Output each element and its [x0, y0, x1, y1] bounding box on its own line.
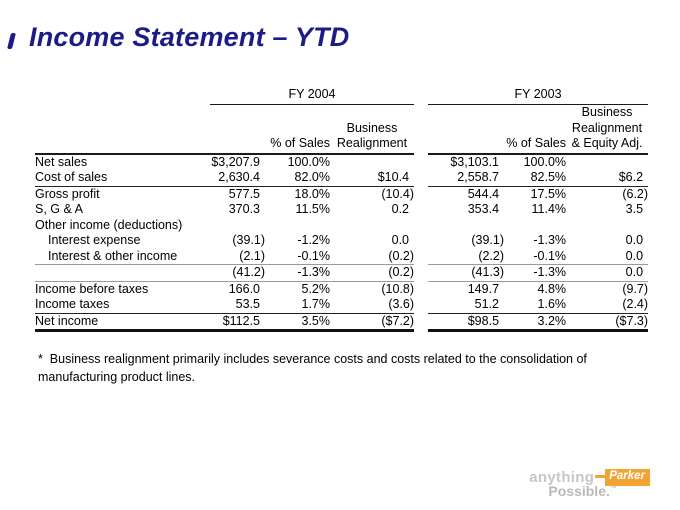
row-label: Other income (deductions): [35, 217, 183, 232]
cell-fy2004-value: 2,630.4: [210, 170, 265, 186]
header-line: Realignment: [336, 136, 408, 150]
cell-fy2003-value: 353.4: [467, 202, 500, 216]
cell-fy2004-pct: 5.2%: [301, 281, 330, 296]
logo-possible-text: Possible.™: [548, 482, 617, 499]
cell-fy2004-realign: (10.8): [381, 281, 415, 296]
table-row-other-income-total: [35, 265, 648, 282]
cell-fy2003-pct: [504, 218, 566, 234]
cell-fy2004-realign: (10.4): [381, 186, 415, 201]
empty-cell: [428, 105, 504, 154]
empty-cell: [35, 84, 210, 105]
table-row-sga: [35, 202, 648, 218]
cell-fy2003-realign: ($7.3): [566, 313, 648, 331]
header-line: Business: [581, 105, 633, 119]
cell-fy2003-pct: 3.2%: [504, 313, 566, 331]
cell-fy2003-value: [428, 218, 504, 234]
row-label: Net sales: [35, 154, 88, 169]
cell-fy2004-value: $3,207.9: [211, 154, 260, 169]
column-gap: [414, 297, 428, 313]
column-gap: [414, 218, 428, 234]
column-gap: [414, 84, 428, 105]
logo-parker-text: Parker: [609, 470, 645, 482]
table-row-interest-other-income: [35, 249, 648, 265]
group-header-row: [35, 84, 648, 105]
row-label: S, G & A: [35, 202, 83, 216]
cell-fy2004-value: 53.5: [210, 297, 265, 313]
cell-fy2003-pct: 4.8%: [537, 281, 567, 296]
cell-fy2003-realign: $6.2: [566, 170, 648, 186]
cell-fy2003-pct: -1.3%: [533, 233, 567, 247]
cell-fy2003-value: (41.3): [428, 265, 504, 282]
cell-fy2003-realign: 0.0: [566, 249, 648, 265]
header-line: Realignment: [571, 120, 643, 135]
table-row-net-sales: [35, 154, 648, 171]
row-label: Net income: [35, 313, 210, 331]
cell-fy2004-value: (2.1): [210, 249, 265, 265]
header-pct-of-sales-fy2004: % of Sales: [265, 105, 330, 154]
row-label: Income taxes: [35, 297, 210, 313]
table-row-net-income: [35, 313, 648, 331]
cell-fy2003-value: 2,558.7: [428, 170, 504, 186]
logo-anything-text: anything: [529, 468, 595, 486]
cell-fy2003-value: (39.1): [471, 233, 505, 247]
cell-fy2004-value: 370.3: [228, 202, 260, 216]
income-statement-table: [35, 84, 648, 332]
cell-fy2003-realign: [566, 218, 648, 234]
cell-fy2004-value: [210, 218, 265, 234]
column-gap: [414, 154, 428, 171]
stray-mark: [7, 33, 16, 49]
header-business-realignment-fy2003: [566, 105, 648, 154]
table-row-income-taxes: [35, 297, 648, 313]
cell-fy2004-value: $112.5: [210, 313, 265, 331]
cell-fy2003-realign: (9.7): [622, 281, 649, 296]
table-row-income-before-taxes: [35, 281, 648, 297]
row-label: [35, 265, 210, 282]
cell-fy2004-value: (41.2): [210, 265, 265, 282]
cell-fy2003-realign: (2.4): [566, 297, 648, 313]
header-line: & Equity Adj.: [571, 136, 643, 150]
cell-fy2004-realign: [330, 218, 414, 234]
table-row-interest-expense: [35, 233, 648, 249]
table-row-gross-profit: [35, 186, 648, 202]
row-label: Cost of sales: [35, 170, 210, 186]
row-label: Income before taxes: [35, 281, 149, 296]
cell-fy2004-pct: -1.3%: [265, 265, 330, 282]
cell-fy2003-value: 149.7: [467, 281, 500, 296]
cell-fy2004-pct: 18.0%: [294, 186, 330, 201]
cell-fy2003-realign: 3.5: [625, 202, 644, 216]
cell-fy2003-pct: 100.0%: [523, 154, 567, 169]
column-gap: [414, 265, 428, 282]
cell-fy2004-value: (39.1): [232, 233, 265, 247]
cell-fy2004-pct: 11.5%: [295, 202, 330, 216]
column-gap: [414, 202, 428, 218]
cell-fy2003-pct: 82.5%: [504, 170, 566, 186]
row-label: Gross profit: [35, 186, 100, 201]
cell-fy2003-pct: 11.4%: [531, 202, 567, 216]
column-gap: [414, 249, 428, 265]
empty-cell: [35, 105, 210, 154]
row-label: Interest & other income: [35, 249, 210, 265]
cell-fy2003-value: (2.2): [428, 249, 504, 265]
cell-fy2004-value: 577.5: [228, 186, 260, 201]
cell-fy2003-pct: -0.1%: [504, 249, 566, 265]
cell-fy2004-pct: -0.1%: [265, 249, 330, 265]
cell-fy2004-realign: $10.4: [330, 170, 414, 186]
header-line: Business: [346, 120, 398, 135]
empty-cell: [210, 105, 265, 154]
cell-fy2004-pct: 82.0%: [265, 170, 330, 186]
cell-fy2004-realign: ($7.2): [330, 313, 414, 331]
cell-fy2004-value: 166.0: [228, 281, 260, 296]
cell-fy2004-realign: (3.6): [330, 297, 414, 313]
cell-fy2003-value: 51.2: [428, 297, 504, 313]
footnote: * Business realignment primarily includes severance costs and costs related to the consolidation of manufacturing product lines.: [38, 352, 591, 384]
cell-fy2004-pct: -1.2%: [297, 233, 330, 247]
cell-fy2004-realign: (0.2): [330, 249, 414, 265]
cell-fy2004-realign: 0.2: [391, 202, 410, 216]
column-gap: [414, 313, 428, 331]
column-gap: [414, 281, 428, 297]
cell-fy2004-realign: 0.0: [391, 233, 410, 247]
column-group-fy2003: FY 2003: [428, 84, 648, 105]
cell-fy2004-pct: 3.5%: [265, 313, 330, 331]
column-header-row: [35, 105, 648, 154]
cell-fy2004-pct: 1.7%: [265, 297, 330, 313]
cell-fy2003-realign: 0.0: [566, 265, 648, 282]
cell-fy2003-value: $3,103.1: [450, 154, 500, 169]
cell-fy2003-pct: 17.5%: [530, 186, 567, 201]
cell-fy2004-pct: [265, 218, 330, 234]
column-gap: [414, 170, 428, 186]
cell-fy2004-pct: 100.0%: [287, 154, 330, 169]
cell-fy2004-realign: [330, 154, 414, 171]
cell-fy2004-realign: (0.2): [330, 265, 414, 282]
cell-fy2003-pct: -1.3%: [504, 265, 566, 282]
table-row-cost-of-sales: [35, 170, 648, 186]
row-label: Interest expense: [48, 233, 141, 247]
logo-dash-icon: [595, 475, 605, 478]
cell-fy2003-realign: (6.2): [622, 186, 649, 201]
column-group-fy2004: FY 2004: [210, 84, 414, 105]
page-title: Income Statement – YTD: [29, 22, 350, 52]
column-gap: [414, 233, 428, 249]
cell-fy2003-realign: 0.0: [625, 233, 644, 247]
cell-fy2003-realign: [566, 154, 648, 171]
cell-fy2003-pct: 1.6%: [504, 297, 566, 313]
cell-fy2003-value: $98.5: [428, 313, 504, 331]
trademark-symbol: ™: [609, 484, 617, 492]
column-gap: [414, 105, 428, 154]
column-gap: [414, 186, 428, 202]
parker-logo: [529, 469, 650, 498]
header-business-realignment-fy2004: [330, 105, 414, 154]
table-row-other-income-deductions: [35, 218, 648, 234]
cell-fy2003-value: 544.4: [467, 186, 500, 201]
header-pct-of-sales-fy2003: % of Sales: [504, 105, 566, 154]
